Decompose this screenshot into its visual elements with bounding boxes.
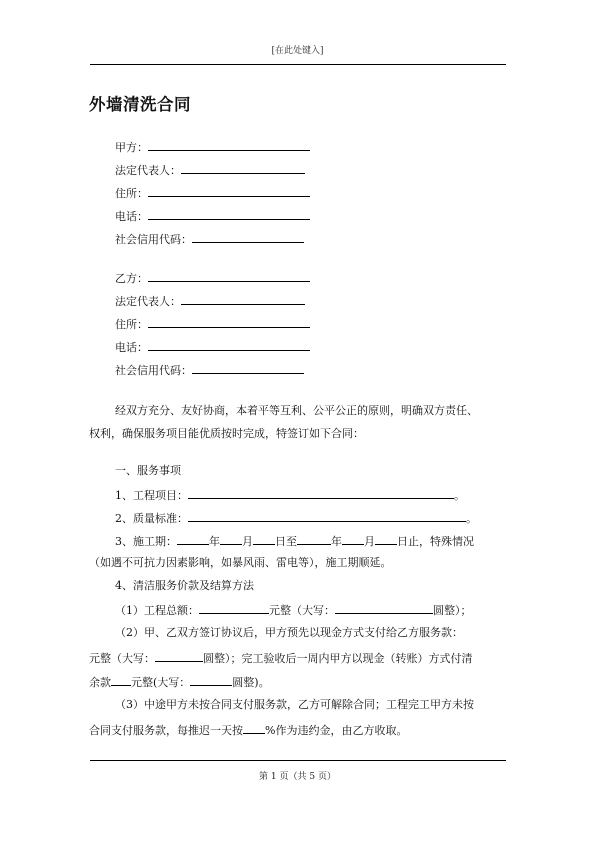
item-1-end: 。 bbox=[454, 489, 465, 502]
payment-1-row bbox=[115, 602, 472, 618]
party-b-address-label: 住所： bbox=[115, 318, 148, 331]
party-a-credit-row bbox=[115, 231, 304, 247]
start-month-unit: 月 bbox=[242, 535, 253, 548]
party-b-rep-row bbox=[115, 293, 305, 309]
intro-line-2: 权利，确保服务项目能优质按时完成，特签订如下合同： bbox=[89, 427, 364, 440]
party-b-phone-row bbox=[115, 339, 310, 355]
payment-2-line-3a: 余款 bbox=[89, 676, 111, 689]
advance-words-field[interactable] bbox=[155, 650, 203, 662]
party-b-address-row bbox=[115, 316, 310, 332]
penalty-rate-field[interactable] bbox=[243, 722, 265, 734]
end-day-field[interactable] bbox=[375, 533, 397, 545]
party-a-rep-label: 法定代表人： bbox=[115, 164, 181, 177]
item-4-heading: 4、清洁服务价款及结算方法 bbox=[115, 579, 254, 592]
party-a-rep-field[interactable] bbox=[181, 162, 305, 174]
project-name-field[interactable] bbox=[188, 487, 454, 499]
payment-3-line-1: （3）中途甲方未按合同支付服务款，乙方可解除合同；工程完工甲方未按 bbox=[115, 698, 474, 711]
party-b-rep-field[interactable] bbox=[181, 293, 305, 305]
item-3-row bbox=[115, 533, 474, 549]
item-1-row bbox=[115, 487, 465, 503]
payment-2-line-2b: 圆整）；完工验收后一周内甲方以现金（转账）方式付清 bbox=[203, 652, 473, 665]
party-a-rep-row bbox=[115, 162, 305, 178]
quality-standard-field[interactable] bbox=[188, 510, 466, 522]
party-a-name-row bbox=[115, 139, 310, 155]
item-3-label: 3、施工期： bbox=[115, 535, 177, 548]
party-b-credit-row bbox=[115, 362, 304, 378]
party-b-rep-label: 法定代表人： bbox=[115, 295, 181, 308]
party-b-credit-field[interactable] bbox=[192, 362, 304, 374]
party-a-phone-label: 电话： bbox=[115, 210, 148, 223]
start-day-field[interactable] bbox=[253, 533, 275, 545]
party-a-credit-label: 社会信用代码： bbox=[115, 233, 192, 246]
payment-1-mid: 元整（大写： bbox=[269, 604, 335, 617]
payment-2-line-3b: 元整(大写： bbox=[131, 676, 191, 689]
payment-1-prefix: （1）工程总额： bbox=[115, 604, 199, 617]
party-b-name-label: 乙方： bbox=[115, 272, 148, 285]
total-amount-field[interactable] bbox=[199, 602, 269, 614]
payment-2-line-3 bbox=[89, 674, 270, 690]
page-header: [在此处键入] bbox=[271, 46, 324, 56]
party-a-phone-field[interactable] bbox=[148, 208, 310, 220]
document-title: 外墙清洗合同 bbox=[89, 95, 191, 114]
party-a-credit-field[interactable] bbox=[192, 231, 304, 243]
start-day-unit: 日至 bbox=[275, 535, 297, 548]
intro-line-1: 经双方充分、友好协商，本着平等互利、公平公正的原则，明确双方责任、 bbox=[115, 404, 478, 417]
item-1-label: 1、工程项目： bbox=[115, 489, 188, 502]
party-a-phone-row bbox=[115, 208, 310, 224]
party-a-address-label: 住所： bbox=[115, 187, 148, 200]
balance-amount-field[interactable] bbox=[111, 674, 131, 686]
total-amount-words-field[interactable] bbox=[335, 602, 433, 614]
end-year-field[interactable] bbox=[297, 533, 331, 545]
page-footer: 第 1 页（共 5 页） bbox=[259, 772, 336, 782]
payment-3-line-2b: %作为违约金，由乙方收取。 bbox=[265, 724, 408, 737]
item-2-label: 2、质量标准： bbox=[115, 512, 188, 525]
party-a-address-field[interactable] bbox=[148, 185, 310, 197]
footer-divider bbox=[90, 760, 506, 761]
party-b-phone-label: 电话： bbox=[115, 341, 148, 354]
item-2-row bbox=[115, 510, 477, 526]
payment-1-end: 圆整）； bbox=[433, 604, 472, 617]
party-b-name-row bbox=[115, 270, 310, 286]
start-year-unit: 年 bbox=[209, 535, 220, 548]
party-a-name-field[interactable] bbox=[148, 139, 310, 151]
start-year-field[interactable] bbox=[177, 533, 209, 545]
start-month-field[interactable] bbox=[220, 533, 242, 545]
item-3-line-2: （如遇不可抗力因素影响，如暴风雨、雷电等），施工期顺延。 bbox=[89, 556, 392, 569]
party-b-name-field[interactable] bbox=[148, 270, 310, 282]
balance-words-field[interactable] bbox=[190, 674, 232, 686]
end-day-unit: 日止，特殊情况 bbox=[397, 535, 474, 548]
end-month-field[interactable] bbox=[342, 533, 364, 545]
end-month-unit: 月 bbox=[364, 535, 375, 548]
item-2-end: 。 bbox=[466, 512, 477, 525]
payment-3-line-2 bbox=[89, 722, 407, 738]
party-a-name-label: 甲方： bbox=[115, 141, 148, 154]
payment-2-line-1: （2）甲、乙双方签订协议后，甲方预先以现金方式支付给乙方服务款： bbox=[115, 626, 463, 639]
payment-2-line-3c: 圆整)。 bbox=[232, 676, 270, 689]
party-b-credit-label: 社会信用代码： bbox=[115, 364, 192, 377]
party-b-phone-field[interactable] bbox=[148, 339, 310, 351]
party-a-address-row bbox=[115, 185, 310, 201]
party-b-address-field[interactable] bbox=[148, 316, 310, 328]
end-year-unit: 年 bbox=[331, 535, 342, 548]
payment-2-line-2 bbox=[89, 650, 473, 666]
header-divider bbox=[90, 64, 506, 65]
section-1-heading: 一、服务事项 bbox=[115, 464, 181, 477]
payment-3-line-2a: 合同支付服务款，每推迟一天按 bbox=[89, 724, 243, 737]
payment-2-line-2a: 元整（大写： bbox=[89, 652, 155, 665]
